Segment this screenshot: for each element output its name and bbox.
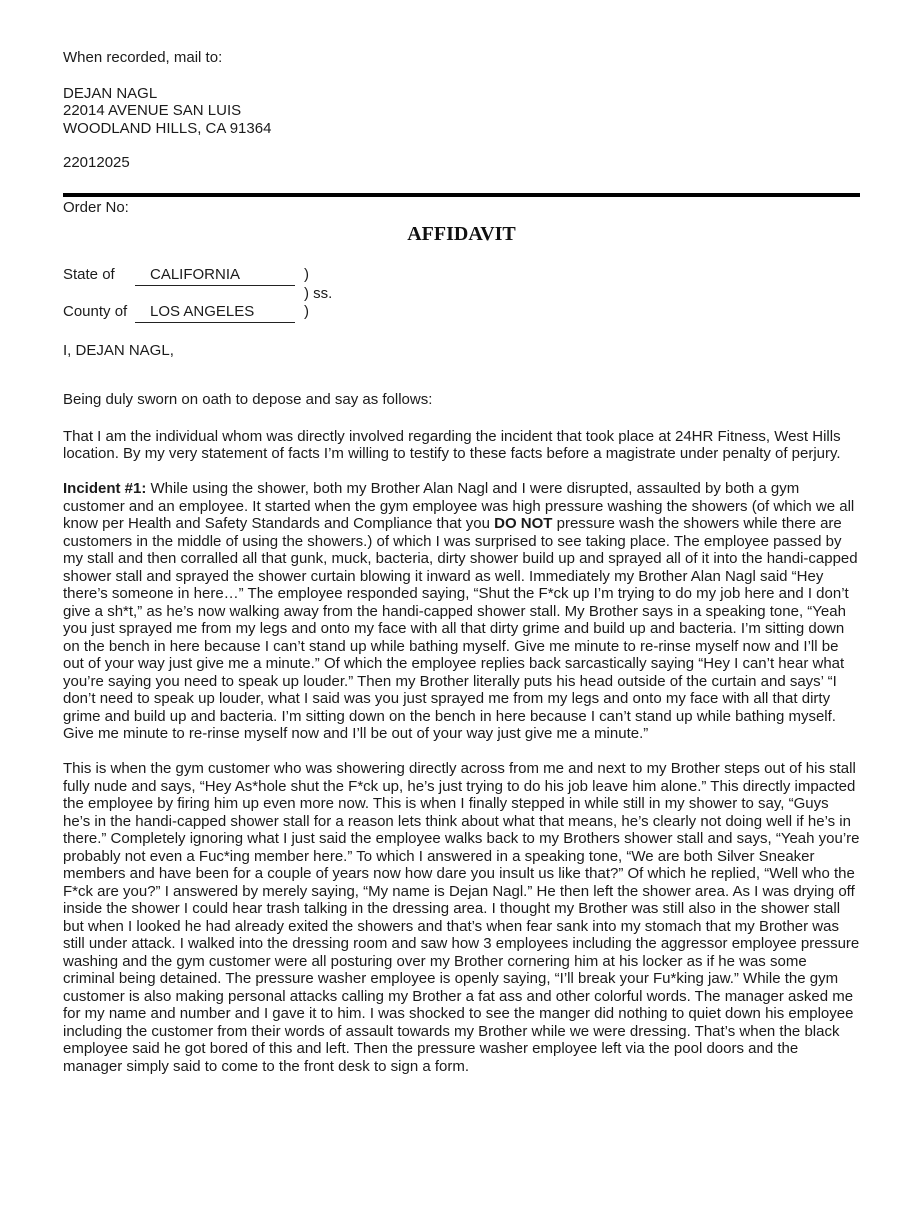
recipient-name: DEJAN NAGL: [63, 84, 158, 102]
jurat-paren-top: ): [304, 266, 309, 283]
jurat-block: [63, 266, 860, 322]
recipient-address-block: [63, 85, 860, 138]
county-value-field: LOS ANGELES: [135, 303, 295, 323]
aftermath-paragraph: This is when the gym customer who was showering directly across from me and next to my Brother steps out of his stall fully nude and says, “Hey As*hole shut the F*ck up, he’s just trying to do his job leave him alone.” This directly impacted the employee by firing him up even more now. This is when I finally stepped in while still in my shower to say, “Guys he’s in the handi-capped shower stall for a reason lets think about what that means, he’s clearly not doing well if he’s in there.” Completely ignoring what I just said the employee walks back to my Brothers shower stall and says, “Yeah you’re probably not even a Fuc*ing member here.” To which I answered in a speaking tone, “We are both Silver Sneaker members and have been for a couple of years now how dare you insult us like that?” Of which he replied, “Well who the F*ck are you?” I answered by merely saying, “My name is Dejan Nagl.” He then left the shower area. As I was drying off inside the shower I could hear trash talking in the dressing area. I thought my Brother was still also in the shower stall but when I looked he had already exited the showers and that’s when fear sank into my stomach that my Brother was still under attack. I walked into the dressing room and saw how 3 employees including the aggressor employee pressure washing and the gym customer were all posturing over my Brother cornering him at his locker as if he was some criminal being detained. The pressure washer employee is openly saying, “I’ll break your Fu*king jaw.” While the gym customer is also making personal attacks calling my Brother a fat ass and other colorful words. The manager asked me for my name and number and I gave it to him. I was shocked to see the manger did nothing to quiet down his employee including the customer from their words of assault towards my Brother while we were dressing. That’s when the black employee said he got bored of this and left. Then the pressure washer employee left via the pool doors and the manager simply said to come to the front desk to sign a form.: [63, 760, 860, 1075]
order-number-label: Order No:: [63, 198, 129, 216]
recipient-city-state-zip: WOODLAND HILLS, CA 91364: [63, 119, 272, 137]
jurat-county-row: [63, 303, 860, 322]
incident-1-text-after: pressure wash the showers while there are customers in the middle of using the showers.) of which I was surprised to see taking place. The employee passed by my stall and then corralled all that gunk, muck, bacteria, dirty shower build up and sprayed all of it into the handi-capped shower stall and sprayed the shower curtain blowing it inward as well. Immediately my Brother Alan Nagl said “Hey there’s someone in here…” The employee responded saying, “Shut the F*ck up I’m trying to do my job here and I don’t give a sh*t,” as he’s now walking away from the handi-capped shower stall. My Brother says in a speaking tone, “Yeah you just sprayed me from my legs and onto my face with all that dirty grime and build up and bacteria. I’m sitting down on the bench in here because I can’t stand up while bathing myself. Give me minute to re-rinse myself now and I’ll be out of your way just give me a minute.” Of which the employee replies back sarcastically saying “Hey I can’t hear what you’re saying you need to speak up louder.” Then my Brother literally puts his head outside of the curtain and says’ “I don’t need to speak up louder, what I said was you just sprayed me from my legs and onto my face with all that dirty grime and build up and bacteria. I’m sitting down on the bench in here because I can’t stand up while bathing myself. Give me minute to re-rinse myself now and I’ll be out of your way just give me a minute.”: [63, 515, 858, 742]
document-title: AFFIDAVIT: [407, 223, 516, 245]
affiant-intro: I, DEJAN NAGL,: [63, 341, 174, 359]
incident-1-text-before: While using the shower, both my Brother Alan Nagl and I were disrupted, assaulted by both a gym customer and an employee. It started when the gym employee was high pressure washing the showers (of which we all know per Health and Safety Standards and Compliance that you: [63, 480, 855, 532]
state-value-field: CALIFORNIA: [135, 266, 295, 286]
statement-intro-paragraph: That I am the individual whom was directly involved regarding the incident that took place at 24HR Fitness, West Hills location. By my very statement of facts I’m willing to testify to these facts before a magistrate under penalty of perjury.: [63, 427, 841, 462]
jurat-ss-label: ) ss.: [304, 284, 333, 302]
county-of-label: County of: [63, 303, 128, 320]
incident-1-paragraph: [63, 480, 860, 743]
incident-1-label: Incident #1:: [63, 480, 147, 497]
jurat-state-row: [63, 266, 860, 285]
jurat-paren-bottom: ): [304, 303, 309, 320]
mail-to-label: When recorded, mail to:: [63, 49, 223, 66]
incident-1-emphasis: DO NOT: [494, 515, 553, 532]
divider-rule: [63, 193, 860, 197]
recipient-street: 22014 AVENUE SAN LUIS: [63, 102, 242, 119]
state-of-label: State of: [63, 266, 115, 283]
jurat-ss-row: [63, 285, 860, 304]
reference-number: 22012025: [63, 154, 130, 171]
oath-line: Being duly sworn on oath to depose and say as follows:: [63, 391, 433, 408]
